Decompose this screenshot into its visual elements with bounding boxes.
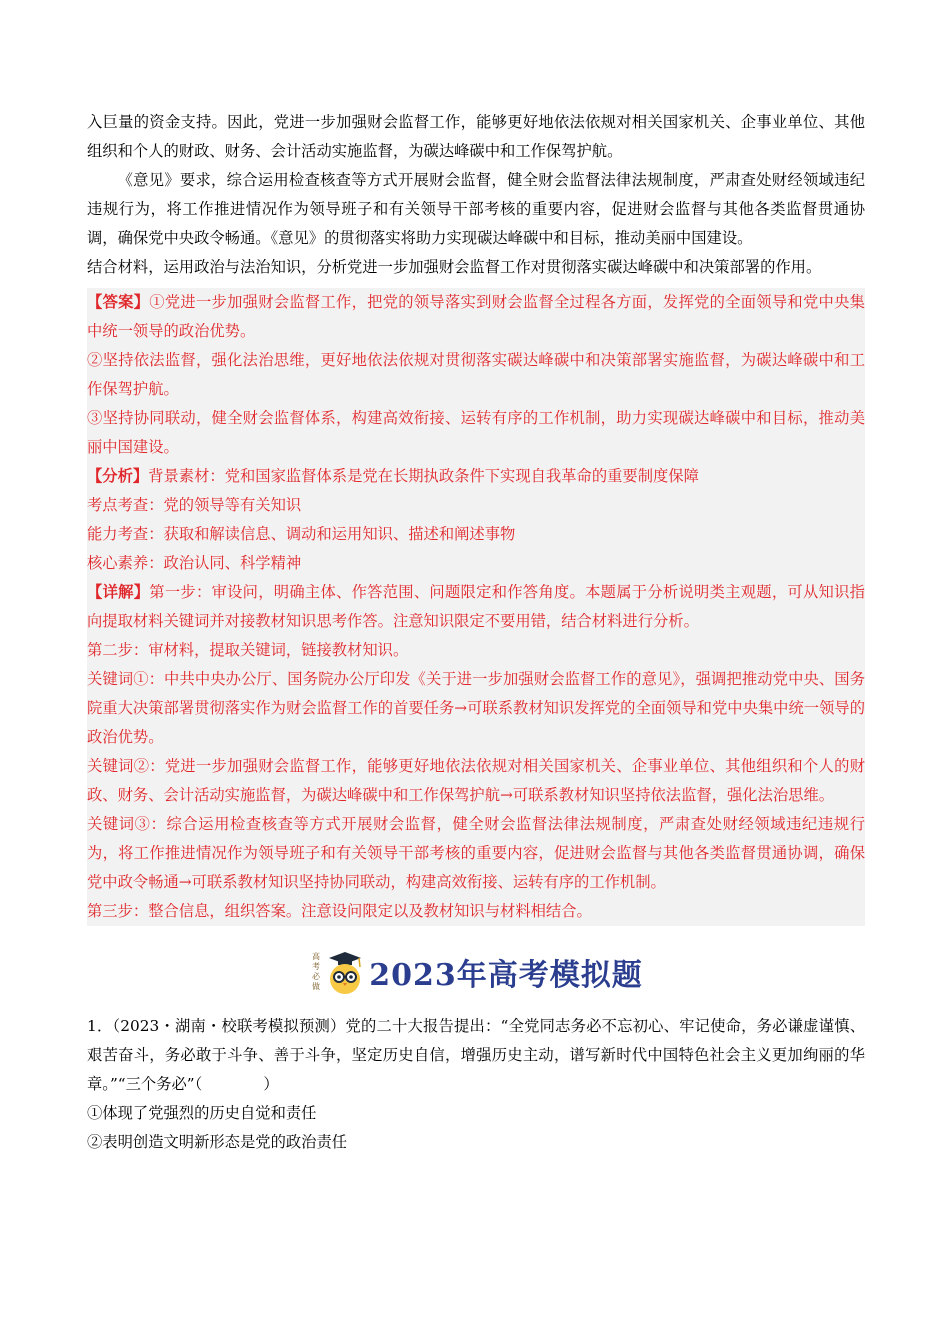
detail-step-1-text: 第一步：审设问，明确主体、作答范围、问题限定和作答角度。本题属于分析说明类主观题，可从知识指向提取材料关键词并对接教材知识思考作答。注意知识限定不要用错，结合材料进行分析。 [87, 583, 865, 630]
badge-char-4: 做 [312, 982, 321, 991]
answer-item-3: ③坚持协同联动，健全财会监督体系，构建高效衔接、运转有序的工作机制，助力实现碳达峰碳中和目标，推动美丽中国建设。 [87, 409, 865, 456]
keyword-3: 关键词③：综合运用检查核查等方式开展财会监督，健全财会监督法律法规制度，严肃查处财经领域违纪违规行为，将工作推进情况作为领导班子和有关领导干部考核的重要内容，促进财会监督与其他各类监督贯通协调，确保党中政令畅通→可联系教材知识坚持协同联动，构建高效衔接、运转有序的工作机制。 [87, 815, 865, 891]
analysis-line [87, 462, 865, 491]
banner-title: 2023年高考模拟题 [369, 958, 643, 993]
answer-box [87, 288, 865, 926]
question-1-option-1: ①体现了党强烈的历史自觉和责任 [87, 1104, 317, 1122]
kaodian-line: 考点考查：党的领导等有关知识 [87, 496, 302, 514]
question-1 [87, 1012, 865, 1157]
intro-paragraph-2: 《意见》要求，综合运用检查核查等方式开展财会监督，健全财会监督法律法规制度，严肃查处财经领域违纪违规行为，将工作推进情况作为领导班子和有关领导干部考核的重要内容，促进财会监督与其他各类监督贯通协调，确保党中央政令畅通。《意见》的贯彻落实将助力实现碳达峰碳中和目标，推动美丽中国建设。 [87, 171, 865, 247]
nengli-line: 能力考查：获取和解读信息、调动和运用知识、描述和阐述事物 [87, 525, 516, 543]
detail-tag: 【详解】 [87, 583, 150, 601]
badge-char-2: 考 [312, 962, 321, 971]
question-prompt: 结合材料，运用政治与法治知识，分析党进一步加强财会监督工作对贯彻落实碳达峰碳中和决策部署的作用。 [87, 258, 822, 276]
keyword-1: 关键词①：中共中央办公厅、国务院办公厅印发《关于进一步加强财会监督工作的意见》，强调把推动党中央、国务院重大决策部署贯彻落实作为财会监督工作的首要任务→可联系教材知识发挥党的全面领导和党中央集中统一领导的政治优势。 [87, 670, 865, 746]
analysis-tag: 【分析】 [87, 467, 149, 485]
suyang-line: 核心素养：政治认同、科学精神 [87, 554, 302, 572]
section-banner [87, 942, 865, 1002]
owl-mascot-icon [309, 945, 367, 999]
detail-step-1 [87, 578, 865, 636]
answer-tag: 【答案】 [87, 293, 150, 311]
analysis-text: 背景素材：党和国家监督体系是党在长期执政条件下实现自我革命的重要制度保障 [148, 467, 699, 485]
answer-item-2: ②坚持依法监督，强化法治思维，更好地依法依规对贯彻落实碳达峰碳中和决策部署实施监督，为碳达峰碳中和工作保驾护航。 [87, 351, 865, 398]
detail-step-2: 第二步：审材料，提取关键词，链接教材知识。 [87, 641, 409, 659]
keyword-2: 关键词②：党进一步加强财会监督工作，能够更好地依法依规对相关国家机关、企事业单位、其他组织和个人的财政、财务、会计活动实施监督，为碳达峰碳中和工作保驾护航→可联系教材知识坚持依法监督，强化法治思维。 [87, 757, 865, 804]
intro-paragraph-1: 入巨量的资金支持。因此，党进一步加强财会监督工作，能够更好地依法依规对相关国家机关、企事业单位、其他组织和个人的财政、财务、会计活动实施监督，为碳达峰碳中和工作保驾护航。 [87, 113, 865, 160]
question-1-option-2: ②表明创造文明新形态是党的政治责任 [87, 1133, 348, 1151]
answer-item-1 [87, 288, 865, 346]
document-page [87, 108, 865, 1157]
question-1-stem: 1．（2023・湖南・校联考模拟预测）党的二十大报告提出：“全党同志务必不忘初心、牢记使命，务必谦虚谨慎、艰苦奋斗，务必敢于斗争、善于斗争，坚定历史自信，增强历史主动，谱写新时代中国特色社会主义更加绚丽的华章。”“三个务必”（ ） [87, 1017, 865, 1093]
answer-text-1: ①党进一步加强财会监督工作，把党的领导落实到财会监督全过程各方面，发挥党的全面领导和党中央集中统一领导的政治优势。 [87, 293, 865, 340]
detail-step-3: 第三步：整合信息，组织答案。注意设问限定以及教材知识与材料相结合。 [87, 902, 592, 920]
badge-char-3: 必 [312, 972, 321, 981]
badge-char-1: 高 [312, 952, 321, 961]
